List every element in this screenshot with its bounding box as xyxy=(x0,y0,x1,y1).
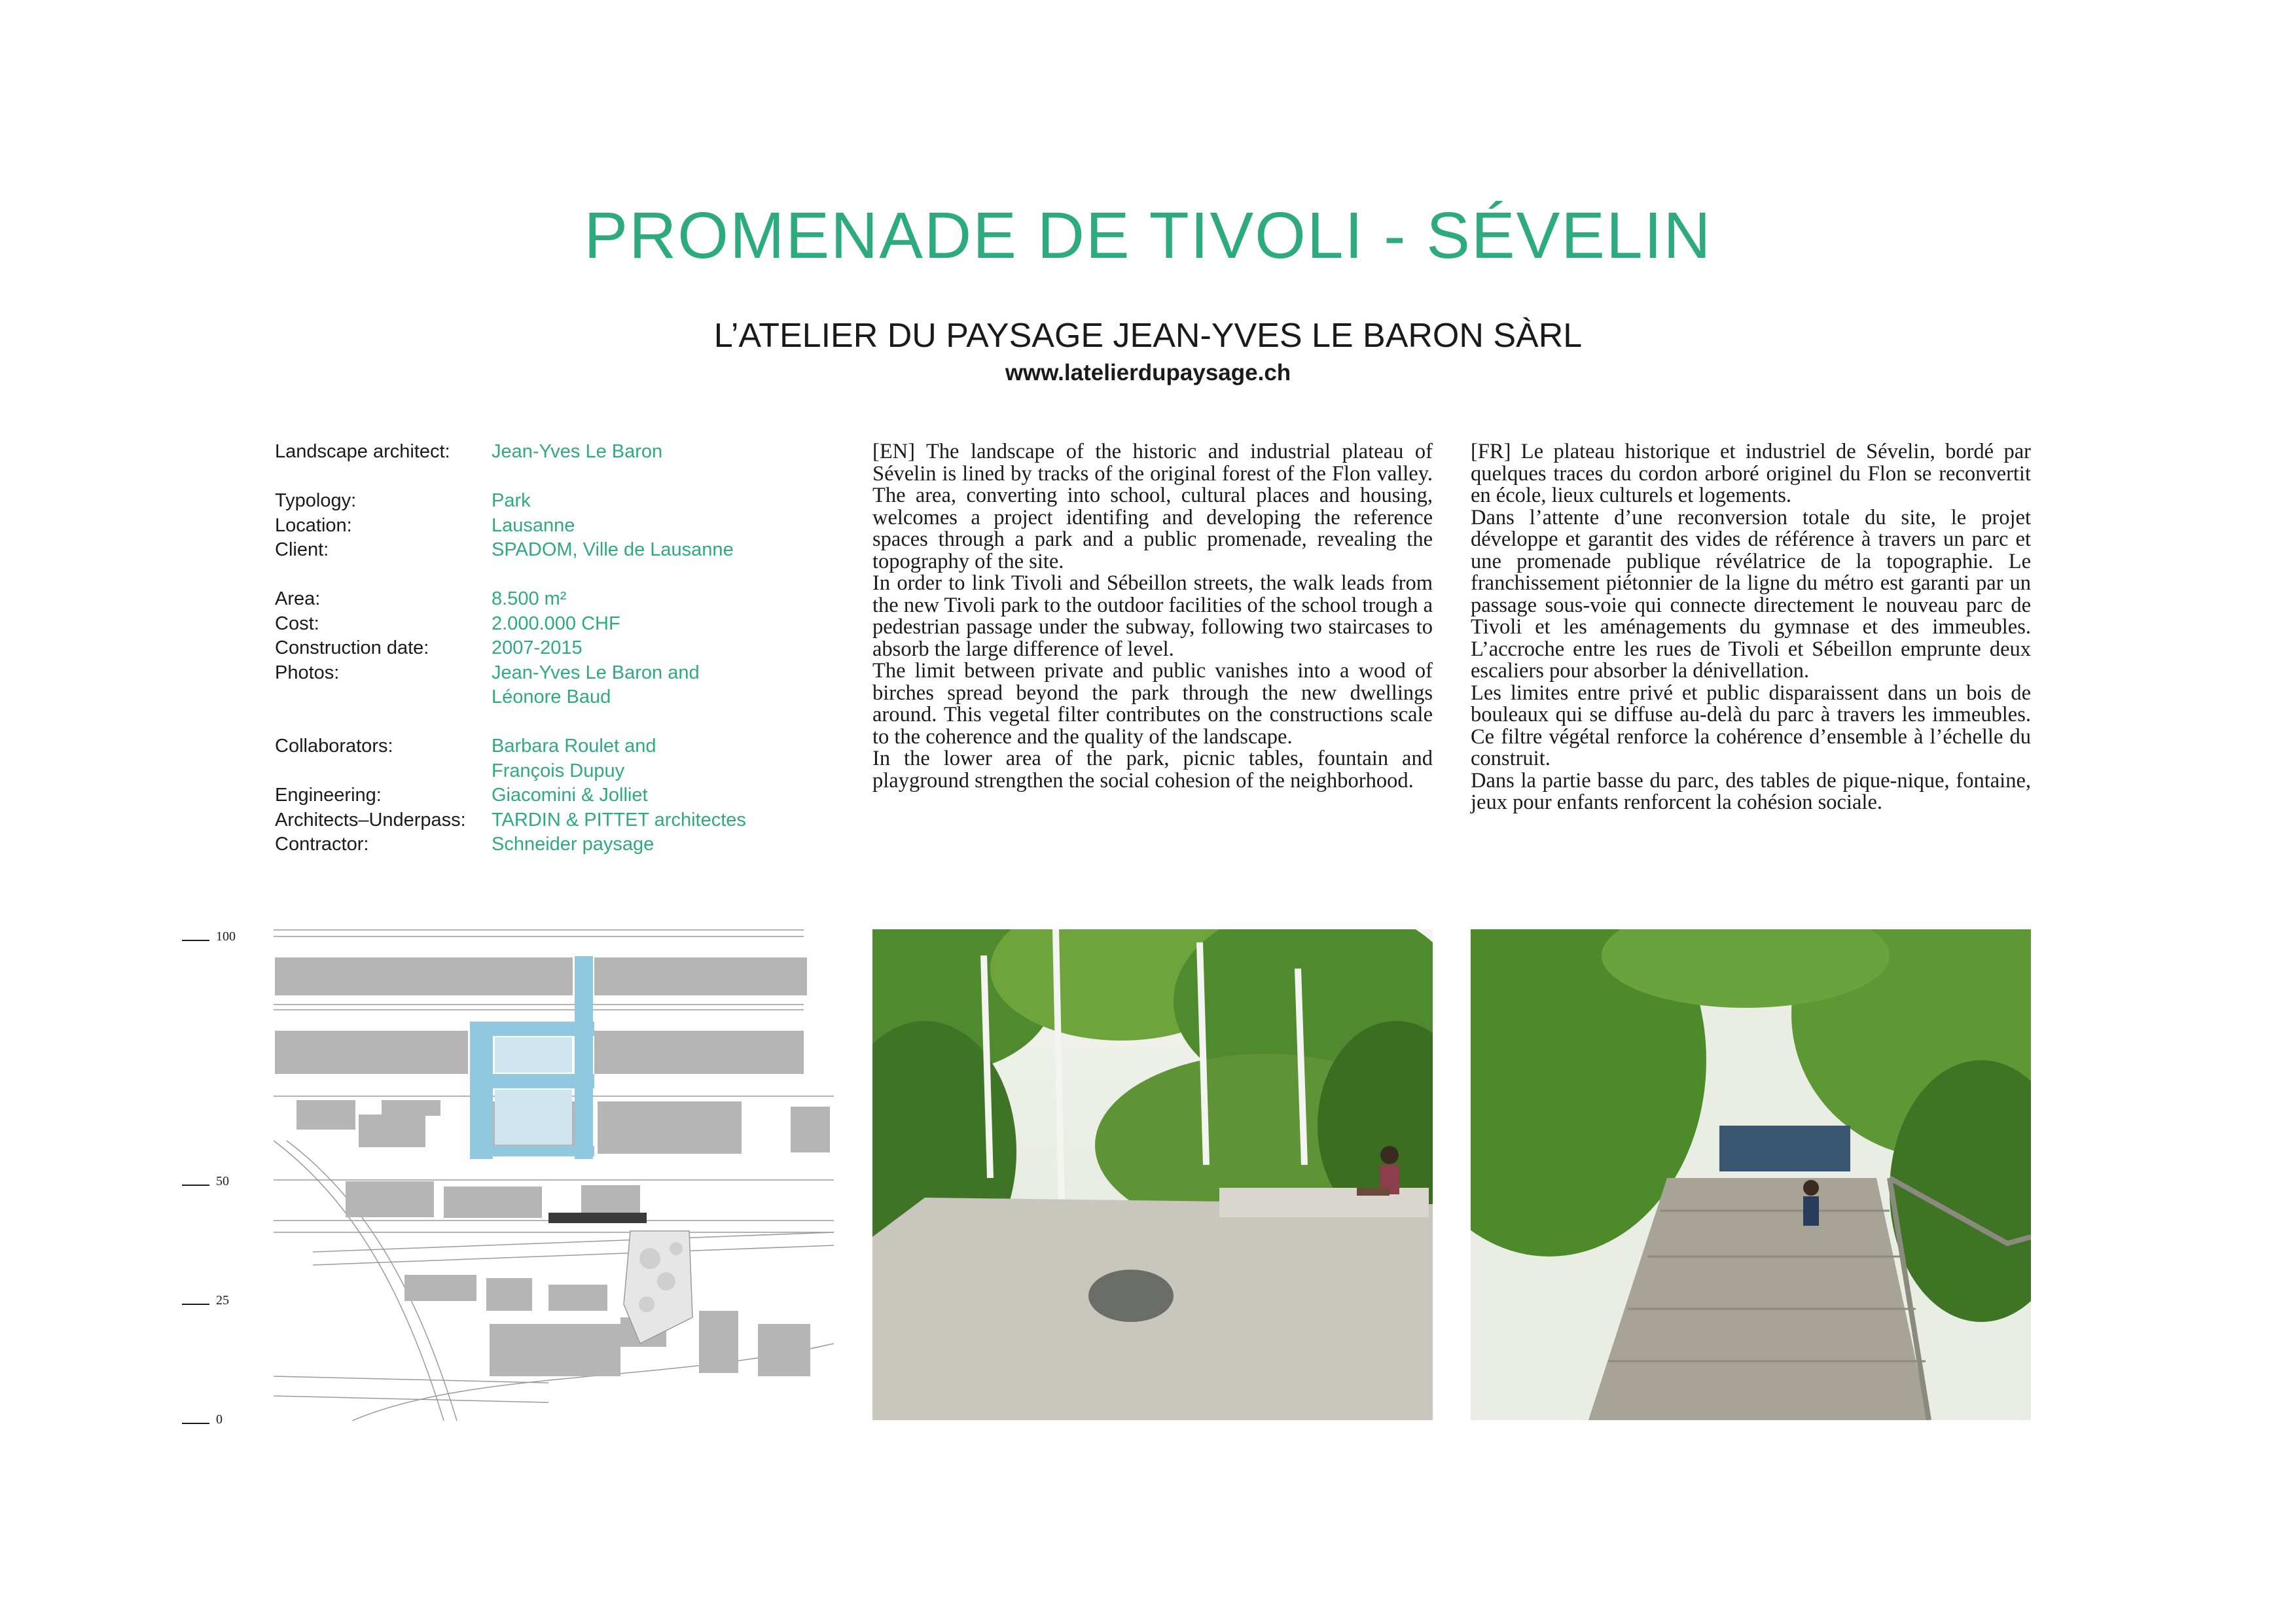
photo-birch-terrace xyxy=(872,929,1433,1420)
text-french xyxy=(1471,441,2031,814)
info-value-line: Lausanne xyxy=(492,514,575,536)
site-plan xyxy=(274,925,834,1421)
paragraph: Les limites entre privé et public disparaissent dans un bois de bouleaux qui se diffuse au-delà du parc à travers les immeubles. Ce filtre végétal renforce la cohérence d’ensemble à l’échelle du construit. xyxy=(1471,681,2031,770)
info-label: Client: xyxy=(275,539,329,560)
info-value xyxy=(492,514,575,539)
plan-rail-line xyxy=(548,1213,647,1223)
paragraph: Dans l’attente d’une reconversion totale du site, le projet développe et garantit des vides de référence à travers un parc et une promenade publique révélatrice de la topographie. Le franchissement piétonnier de la ligne du métro est garanti par un passage sous-voie qui connecte directement le nouveau parc de Tivoli et les aménagements du gymnase et des immeubles. L’accroche entre les rues de Tivoli et Sébeillon emprunte deux escaliers pour absorber la dénivellation. xyxy=(1471,505,2031,683)
website-link[interactable]: www.latelierdupaysage.ch xyxy=(1005,360,1291,385)
office-name: L’ATELIER DU PAYSAGE JEAN-YVES LE BARON SÀRL xyxy=(713,317,1583,355)
boulder xyxy=(1088,1270,1174,1322)
info-value xyxy=(492,489,531,514)
scale-tick xyxy=(182,1423,209,1424)
walking-person xyxy=(1803,1180,1819,1226)
scale-tick xyxy=(182,940,209,941)
scale-label: 0 xyxy=(216,1412,223,1427)
info-value-line: Schneider paysage xyxy=(492,834,655,855)
info-value xyxy=(492,538,734,563)
info-value-line: Park xyxy=(492,490,531,511)
info-value xyxy=(492,832,654,857)
text-english xyxy=(872,441,1433,792)
page-title: PROMENADE DE TIVOLI - SÉVELIN xyxy=(584,199,1712,272)
scale-tick xyxy=(182,1304,209,1305)
info-value-line: Jean-Yves Le Baron and xyxy=(492,662,700,683)
crowd xyxy=(1719,1126,1850,1171)
info-value-line: SPADOM, Ville de Lausanne xyxy=(492,539,734,560)
info-label: Engineering: xyxy=(275,785,382,806)
info-value-line: 8.500 m² xyxy=(492,588,567,609)
info-value xyxy=(492,783,648,808)
info-row xyxy=(275,661,864,710)
scale-bar xyxy=(177,929,268,1427)
info-row xyxy=(275,832,864,857)
info-label: Photos: xyxy=(275,662,340,683)
info-value xyxy=(492,636,583,661)
info-label: Typology: xyxy=(275,490,357,511)
info-label: Contractor: xyxy=(275,834,369,855)
info-value-line: Léonore Baud xyxy=(492,687,611,707)
info-row xyxy=(275,636,864,661)
info-value-line: François Dupuy xyxy=(492,760,625,781)
info-gap xyxy=(275,563,864,588)
info-value-line: 2.000.000 CHF xyxy=(492,613,620,634)
scale-label: 25 xyxy=(216,1293,229,1308)
info-row xyxy=(275,783,864,808)
info-label: Construction date: xyxy=(275,637,429,658)
paragraph: Dans la partie basse du parc, des tables de pique-nique, fontaine, jeux pour enfants renforcent la cohésion sociale. xyxy=(1471,768,2031,814)
paragraph: In order to link Tivoli and Sébeillon streets, the walk leads from the new Tivoli park to the outdoor facilities of the school trough a pedestrian passage under the subway, following two staircases to absorb the large difference of level. xyxy=(872,571,1433,661)
info-row xyxy=(275,538,864,563)
info-label: Location: xyxy=(275,514,352,536)
scale-label: 50 xyxy=(216,1174,229,1188)
info-label: Collaborators: xyxy=(275,736,393,757)
project-info xyxy=(275,440,864,857)
info-label: Cost: xyxy=(275,613,319,634)
scale-tick xyxy=(182,1185,209,1186)
info-value xyxy=(492,734,656,783)
info-value-line: TARDIN & PITTET architectes xyxy=(492,809,746,830)
info-value xyxy=(492,661,700,710)
paragraph: [FR] Le plateau historique et industriel de Sévelin, bordé par quelques traces du cordon arboré originel du Flon se reconvertit en école, lieux culturels et logements. xyxy=(1471,440,2031,507)
info-value-line: Giacomini & Jolliet xyxy=(492,785,648,806)
info-gap xyxy=(275,465,864,490)
info-value xyxy=(492,612,620,637)
info-row xyxy=(275,489,864,514)
paragraph: The limit between private and public vanishes into a wood of birches spread beyond the park through the new dwellings around. This vegetal filter contributes on the constructions scale to the coherence and the quality of the landscape. xyxy=(872,659,1433,749)
info-row xyxy=(275,440,864,465)
info-row xyxy=(275,514,864,539)
info-gap xyxy=(275,710,864,735)
info-row xyxy=(275,734,864,783)
photo-staircase xyxy=(1471,929,2031,1420)
info-label: Landscape architect: xyxy=(275,441,450,462)
info-value xyxy=(492,587,566,612)
paragraph: [EN] The landscape of the historic and industrial plateau of Sévelin is lined by tracks of the original forest of the Flon valley. The area, converting into school, cultural places and housing, welcomes a project identifing and developing the reference spaces through a park and a public promenade, revealing the topography of the site. xyxy=(872,440,1433,573)
info-row xyxy=(275,587,864,612)
info-value xyxy=(492,440,662,465)
info-value-line: Barbara Roulet and xyxy=(492,736,656,757)
scale-label: 100 xyxy=(216,929,236,944)
info-row xyxy=(275,612,864,637)
info-value xyxy=(492,808,746,833)
paragraph: In the lower area of the park, picnic tables, fountain and playground strengthen the social cohesion of the neighborhood. xyxy=(872,747,1433,793)
info-label: Area: xyxy=(275,588,321,609)
info-row xyxy=(275,808,864,833)
info-value-line: 2007-2015 xyxy=(492,637,583,658)
info-value-line: Jean-Yves Le Baron xyxy=(492,441,663,462)
info-label: Architects–Underpass: xyxy=(275,809,466,830)
